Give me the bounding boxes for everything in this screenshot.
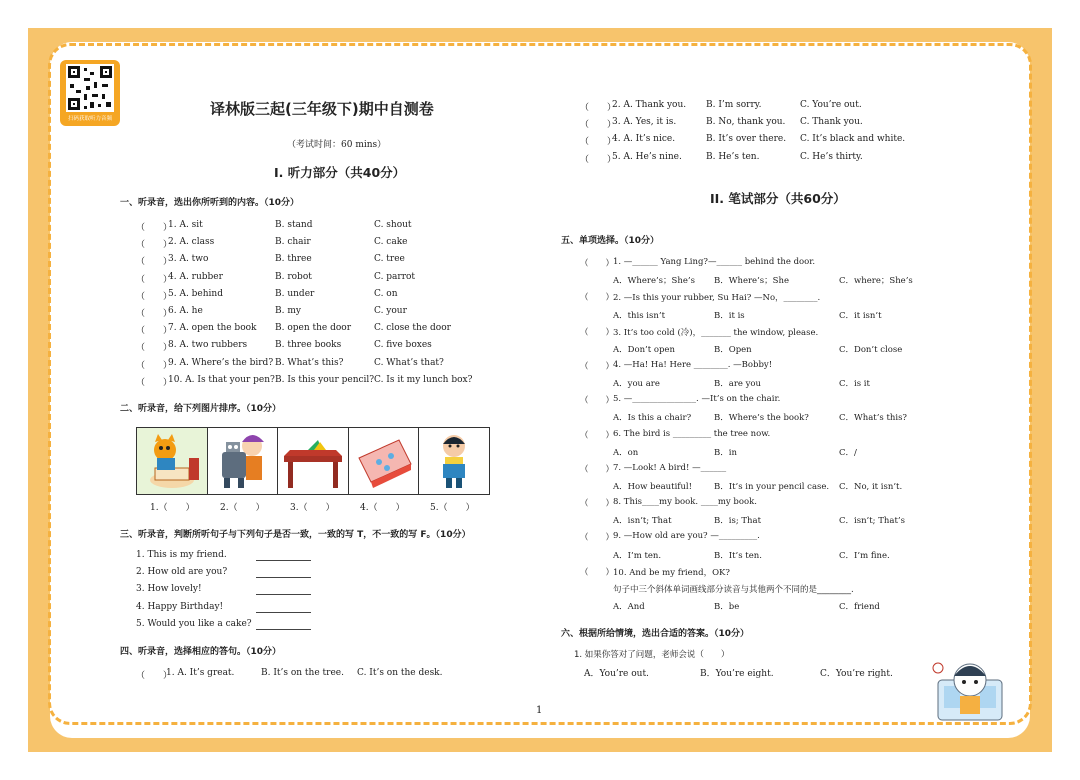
- listen3-sentence-4: 4. Happy Birthday!: [136, 601, 224, 612]
- mc-option-c-4: C．is it: [839, 379, 870, 390]
- picture-strip: [136, 427, 490, 495]
- listen1-paren-6[interactable]: （ ）: [136, 309, 173, 319]
- mc-paren-5[interactable]: （ ）: [580, 396, 615, 407]
- listen1-paren-4[interactable]: （ ）: [136, 274, 173, 285]
- mc-option-c-3: C．Don’t close: [839, 344, 903, 355]
- qr-caption: 扫码获取听力音频: [67, 116, 112, 122]
- mc-option-b-5: B．Where’s the book?: [714, 413, 809, 424]
- mc-option-a-7: A．How beautiful!: [613, 482, 693, 492]
- section5-heading: 五、单项选择。（10分）: [561, 236, 660, 246]
- mc-option-a-8: A．isn’t; That: [613, 516, 672, 527]
- listen4-option-c-4: C. It’s black and white.: [800, 134, 906, 145]
- mc-question-10: 10. And be my friend，OK?: [613, 567, 730, 578]
- listen4-option-a-2: 2. A. Thank you.: [612, 100, 687, 110]
- listen1-option-b-2: B. chair: [275, 237, 311, 248]
- listen4-option-c-5: C. He’s thirty.: [800, 151, 863, 162]
- mc-paren-3[interactable]: （ ）: [580, 327, 615, 338]
- mc-option-b-10: B．be: [714, 602, 740, 613]
- listen1-option-b-4: B. robot: [275, 271, 312, 282]
- mc-question-8: 8. This____my book. ____my book.: [613, 497, 757, 508]
- mc-paren-7[interactable]: （ ）: [580, 464, 615, 475]
- listen1-option-c-2: C. cake: [374, 237, 408, 248]
- listen1-option-c-9: C. What’s that?: [374, 357, 444, 368]
- listen1-option-c-8: C. five boxes: [374, 340, 432, 351]
- mc-option-b-4: B．are you: [714, 379, 762, 390]
- listen1-option-b-5: B. under: [275, 288, 315, 299]
- listen3-answer-line-5[interactable]: [256, 629, 311, 630]
- listen4-q1-paren[interactable]: （ ）: [136, 671, 173, 681]
- mc-option-a-5: A．Is this a chair?: [613, 413, 692, 424]
- listen1-paren-9[interactable]: （ ）: [136, 360, 173, 371]
- mc-option-a-9: A．I’m ten.: [613, 550, 662, 561]
- listen1-paren-8[interactable]: （ ）: [136, 343, 173, 354]
- listen1-option-a-3: 3. A. two: [168, 254, 209, 265]
- mc-paren-9[interactable]: （ ）: [580, 533, 615, 544]
- listen1-option-b-3: B. three: [275, 254, 312, 265]
- picture-table-book: [278, 428, 349, 494]
- mc-question-1: 1. —______ Yang Ling?—______ behind the door.: [613, 257, 816, 267]
- listen4-paren-3[interactable]: （ ）: [580, 120, 617, 131]
- picture-number-3[interactable]: 3.（ ）: [290, 503, 335, 513]
- listen3-sentence-5: 5. Would you like a cake?: [136, 618, 252, 629]
- listen1-option-c-4: C. parrot: [374, 271, 416, 282]
- mc-question-7: 7. —Look! A bird! —______: [613, 462, 727, 473]
- mc-option-b-8: B．is; That: [714, 516, 762, 527]
- mc-option-b-2: B．it is: [714, 310, 745, 321]
- listen1-option-a-4: 4. A. rubber: [168, 271, 223, 282]
- section3-heading: 三、听录音，判断所听句子与下列句子是否一致，一致的写 T，不一致的写 F。（10分）: [120, 530, 471, 540]
- listen1-option-a-2: 2. A. class: [168, 237, 215, 248]
- mc-option-c-6: C．/: [839, 447, 857, 458]
- listen4-paren-4[interactable]: （ ）: [580, 137, 617, 148]
- listen1-paren-3[interactable]: （ ）: [136, 257, 173, 268]
- mc-option-a-6: A．on: [613, 447, 639, 458]
- situ-q1: 1. 如果你答对了问题，老师会说（ ）: [574, 650, 730, 660]
- section1-heading: 一、听录音，选出你所听到的内容。（10分）: [120, 198, 300, 208]
- listen1-paren-1[interactable]: （ ）: [136, 223, 173, 233]
- exam-title: 译林版三起(三年级下)期中自测卷: [210, 100, 434, 118]
- listen1-option-b-7: B. open the door: [275, 323, 351, 334]
- listen4-option-a-5: 5. A. He’s nine.: [612, 151, 682, 162]
- listen4-option-c-3: C. Thank you.: [800, 117, 863, 128]
- listen3-answer-line-1[interactable]: [256, 560, 311, 561]
- listen1-paren-2[interactable]: （ ）: [136, 240, 173, 251]
- mc-option-c-10: C．friend: [839, 602, 880, 613]
- mc-option-b-7: B．It’s in your pencil case.: [714, 482, 830, 492]
- listen1-paren-5[interactable]: （ ）: [136, 291, 173, 302]
- mc-paren-10[interactable]: （ ）: [580, 567, 615, 578]
- situ-q1-a: A．You’re out.: [584, 669, 649, 679]
- listen3-sentence-1: 1. This is my friend.: [136, 550, 227, 560]
- listen4-q1-b: B. It’s on the tree.: [261, 668, 344, 678]
- listen4-paren-5[interactable]: （ ）: [580, 154, 617, 165]
- mc-question-3: 3. It’s too cold (冷)，_______ the window, please.: [613, 327, 819, 338]
- part2-title: II. 笔试部分（共60分）: [710, 191, 846, 206]
- listen1-option-b-8: B. three books: [275, 340, 342, 351]
- listen1-option-c-3: C. tree: [374, 254, 405, 265]
- mc-option-c-2: C．it isn’t: [839, 310, 882, 321]
- section6-heading: 六、根据所给情境，选出合适的答案。（10分）: [561, 629, 750, 639]
- mc-option-c-5: C．What’s this?: [839, 413, 907, 424]
- mc-option-a-3: A．Don’t open: [613, 344, 675, 355]
- listen4-option-b-3: B. No, thank you.: [706, 117, 786, 128]
- mc-paren-6[interactable]: （ ）: [580, 430, 615, 441]
- mc-question-9: 9. —How old are you? —_________.: [613, 531, 760, 542]
- listen1-option-c-6: C. your: [374, 306, 407, 316]
- part1-title: I. 听力部分（共40分）: [274, 165, 406, 180]
- picture-number-1[interactable]: 1.（ ）: [150, 503, 195, 513]
- exam-time: （考试时间：60 mins）: [287, 140, 387, 150]
- listen1-option-b-1: B. stand: [275, 220, 313, 230]
- mc-option-b-3: B．Open: [714, 344, 752, 355]
- listen4-option-c-2: C. You’re out.: [800, 100, 862, 110]
- listen1-option-a-8: 8. A. two rubbers: [168, 340, 248, 351]
- listen1-option-c-1: C. shout: [374, 220, 412, 230]
- mc-option-c-9: C．I’m fine.: [839, 550, 890, 561]
- listen3-sentence-2: 2. How old are you?: [136, 567, 228, 578]
- mc-question-2: 2. —Is this your rubber, Su Hai? —No，________.: [613, 293, 821, 304]
- mc-paren-4[interactable]: （ ）: [580, 361, 615, 372]
- mascot-illustration-icon: [930, 650, 1010, 722]
- mc-option-a-2: A．this isn’t: [613, 310, 665, 321]
- mc-option-c-7: C．No, it isn’t.: [839, 482, 903, 492]
- listen1-paren-10[interactable]: （ ）: [136, 377, 173, 388]
- listen1-option-a-7: 7. A. open the book: [168, 323, 257, 334]
- listen3-answer-line-3[interactable]: [256, 594, 311, 595]
- mc-question-5: 5. —_______________. —It’s on the chair.: [613, 394, 781, 405]
- listen1-option-c-7: C. close the door: [374, 323, 451, 334]
- situ-q1-c: C．You’re right.: [820, 669, 893, 679]
- page-number: 1: [536, 705, 543, 716]
- mc-question-note-10: 句子中三个斜体单词画线部分读音与其他两个不同的是________.: [613, 584, 854, 595]
- listen1-option-c-10: C. Is it my lunch box?: [374, 374, 473, 385]
- picture-number-2[interactable]: 2.（ ）: [220, 503, 265, 513]
- mc-option-c-1: C．where；She’s: [839, 276, 913, 287]
- listen4-option-b-2: B. I’m sorry.: [706, 100, 762, 110]
- qr-code-badge[interactable]: [60, 60, 120, 126]
- listen4-option-a-4: 4. A. It’s nice.: [612, 134, 676, 145]
- listen4-q1-c: C. It’s on the desk.: [357, 668, 443, 678]
- listen1-option-a-10: 10. A. Is that your pen?: [168, 374, 275, 385]
- picture-number-4[interactable]: 4.（ ）: [360, 503, 405, 513]
- listen4-option-b-5: B. He’s ten.: [706, 151, 760, 162]
- listen3-answer-line-4[interactable]: [256, 612, 311, 613]
- section4-heading: 四、听录音，选择相应的答句。（10分）: [120, 647, 282, 657]
- listen3-sentence-3: 3. How lovely!: [136, 584, 202, 595]
- listen1-paren-7[interactable]: （ ）: [136, 326, 173, 337]
- mc-option-b-6: B．in: [714, 447, 737, 458]
- mc-option-b-9: B．It’s ten.: [714, 550, 762, 561]
- listen3-answer-line-2[interactable]: [256, 577, 311, 578]
- listen1-option-a-1: 1. A. sit: [168, 220, 203, 230]
- mc-paren-8[interactable]: （ ）: [580, 499, 615, 510]
- mc-option-b-1: B．Where’s；She: [714, 276, 789, 287]
- mc-question-6: 6. The bird is _________ the tree now.: [613, 428, 771, 439]
- listen1-option-a-5: 5. A. behind: [168, 288, 223, 299]
- listen4-option-a-3: 3. A. Yes, it is.: [612, 117, 677, 128]
- picture-girl-robot: [208, 428, 279, 494]
- mc-paren-1[interactable]: （ ）: [580, 259, 615, 269]
- listen4-paren-2[interactable]: （ ）: [580, 103, 617, 113]
- listen1-option-b-10: B. Is this your pencil?: [275, 374, 375, 385]
- mc-option-a-1: A．Where’s；She’s: [613, 276, 695, 287]
- listen1-option-b-6: B. my: [275, 306, 301, 316]
- mc-option-c-8: C．isn’t; That’s: [839, 516, 905, 527]
- section2-heading: 二、听录音，给下列图片排序。（10分）: [120, 404, 282, 414]
- mc-option-a-10: A．And: [613, 602, 645, 613]
- listen1-option-b-9: B. What’s this?: [275, 357, 344, 368]
- picture-cat-cake: [137, 428, 208, 494]
- listen1-option-c-5: C. on: [374, 288, 398, 299]
- listen1-option-a-6: 6. A. he: [168, 306, 203, 316]
- qr-code-icon: [66, 64, 114, 112]
- listen1-option-a-9: 9. A. Where’s the bird?: [168, 357, 274, 368]
- picture-boy: [419, 428, 489, 494]
- picture-pencil-case: [349, 428, 420, 494]
- picture-number-5[interactable]: 5.（ ）: [430, 503, 475, 513]
- listen4-option-b-4: B. It’s over there.: [706, 134, 787, 145]
- mc-question-4: 4. —Ha! Ha! Here ________. —Bobby!: [613, 359, 773, 370]
- situ-q1-b: B．You’re eight.: [700, 669, 774, 679]
- mc-paren-2[interactable]: （ ）: [580, 293, 615, 304]
- mc-option-a-4: A．you are: [613, 379, 660, 390]
- listen4-q1-a: 1. A. It’s great.: [166, 668, 235, 678]
